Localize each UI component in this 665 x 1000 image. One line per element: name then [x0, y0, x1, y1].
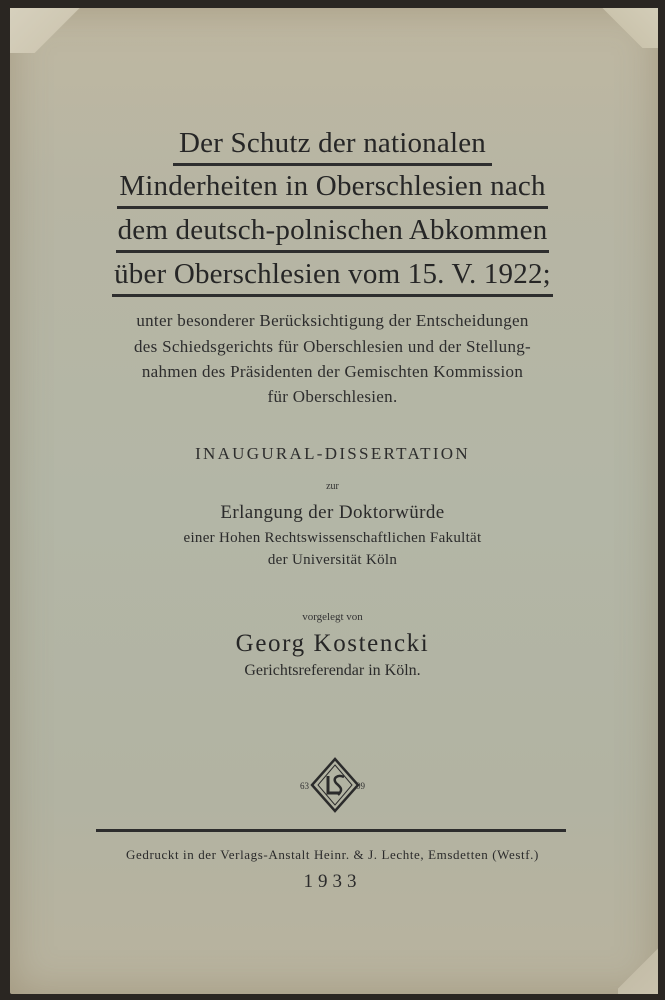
subtitle-line-2: des Schiedsgerichts für Oberschlesien und der Stellung-	[133, 337, 531, 356]
purpose-text: Erlangung der Doktorwürde	[220, 502, 445, 523]
paper-tear	[598, 8, 658, 48]
printer-imprint: Gedruckt in der Verlags-Anstalt Heinr. & J. Lechte, Emsdetten (Westf.)	[126, 847, 539, 862]
paper-tear	[10, 8, 80, 53]
logo-right-number: 09	[356, 781, 365, 791]
presented-by-text: vorgelegt von	[302, 611, 363, 623]
subtitle-line-3: nahmen des Präsidenten der Gemischten Kommission	[141, 362, 524, 381]
dissertation-heading: INAUGURAL-DISSERTATION	[195, 444, 470, 463]
title-line-2: Minderheiten in Oberschlesien nach	[0, 169, 665, 209]
subtitle-line-1: unter besonderer Berücksichtigung der Entscheidungen	[136, 311, 529, 330]
title-line-4: über Oberschlesien vom 15. V. 1922;	[0, 257, 665, 297]
horizontal-rule	[96, 829, 566, 832]
author-role: Gerichtsreferendar in Köln.	[244, 662, 421, 679]
publication-year: 1933	[303, 871, 362, 892]
university-text: der Universität Köln	[267, 552, 398, 568]
subtitle-line-4: für Oberschlesien.	[267, 387, 398, 406]
title-line-1: Der Schutz der nationalen	[0, 126, 665, 166]
paper-tear	[618, 944, 658, 994]
zur-text: zur	[326, 481, 339, 492]
author-name: Georg Kostencki	[235, 630, 430, 657]
title-line-3: dem deutsch-polnischen Abkommen	[0, 213, 665, 253]
logo-left-number: 63	[300, 781, 309, 791]
faculty-text: einer Hohen Rechtswissenschaftlichen Fakultät	[183, 530, 482, 546]
publisher-emblem-icon	[300, 756, 370, 816]
